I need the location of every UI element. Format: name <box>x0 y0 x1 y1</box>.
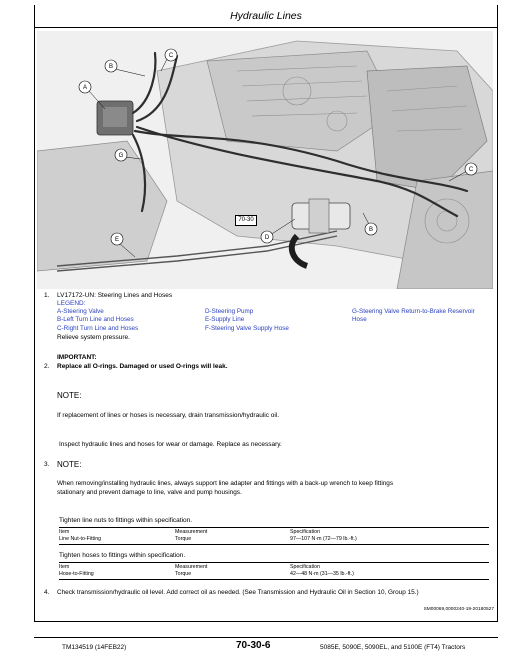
step-2-text: Replace all O-rings. Damaged or used O-rings will leak. <box>57 363 228 370</box>
step-2-number: 2. <box>44 363 50 370</box>
callout-a-label: A <box>82 85 88 91</box>
spec-2-header-specification: Specification <box>290 564 321 570</box>
spec-1-header-item: Item <box>59 529 70 535</box>
callout-c-right-label: C <box>468 167 474 173</box>
spec-2-bottom-rule <box>59 579 489 580</box>
note-1-label: NOTE: <box>57 391 82 400</box>
legend-item-g: G-Steering Valve Return-to-Brake Reservoir <box>352 308 475 315</box>
spec-1-item: Line Nut-to-Fitting <box>59 536 102 542</box>
legend-item-g-continued: Hose <box>352 316 367 324</box>
legend-column-3 <box>352 308 475 325</box>
step-3-line-1: When removing/installing hydraulic lines, always support line adapter and fittings with a back-up wrench to keep fittings <box>57 480 394 487</box>
spec-2-header-measurement: Measurement <box>175 564 208 570</box>
spec-2-intro: Tighten hoses to fittings within specification. <box>59 552 186 559</box>
legend-item-d: D-Steering Pump <box>205 308 254 315</box>
footer-model-list: 5085E, 5090E, 5090EL, and 5100E (FT4) Tractors <box>320 644 466 651</box>
step-3-note-label: NOTE: <box>57 460 82 469</box>
steering-lines-illustration <box>37 31 493 289</box>
inspect-text: Inspect hydraulic lines and hoses for wear or damage. Replace as necessary. <box>59 441 282 448</box>
callout-layer <box>37 31 493 289</box>
legend-item-e: E-Supply Line <box>205 316 245 324</box>
legend-column-1 <box>57 308 138 333</box>
footer-rule <box>34 637 498 638</box>
spec-2-item: Hose-to-Fitting <box>59 571 94 577</box>
spec-2-header-item: Item <box>59 564 70 570</box>
spec-1-intro: Tighten line nuts to fittings within specification. <box>59 517 193 524</box>
figure-ref-label: 70-30 <box>235 215 257 226</box>
important-label: IMPORTANT: <box>57 354 97 361</box>
page-title: Hydraulic Lines <box>230 10 302 22</box>
page-header <box>34 5 498 28</box>
spec-1-header-measurement: Measurement <box>175 529 208 535</box>
step-1-text: Relieve system pressure. <box>57 334 130 341</box>
callout-b-lower-label: B <box>368 227 374 233</box>
callout-b-upper-label: B <box>108 64 114 70</box>
step-4-number: 4. <box>44 589 50 596</box>
legend-item-c: C-Right Turn Line and Hoses <box>57 324 139 332</box>
step-4-text: Check transmission/hydraulic oil level. Add correct oil as needed. (See Transmission and Hydraulic Oil in Section 10, Group 15.) <box>57 589 419 596</box>
legend-item-f: F-Steering Valve Supply Hose <box>205 324 289 332</box>
document-id: SM00069,0000240-19-20180527 <box>423 607 494 612</box>
legend-column-2 <box>205 308 289 333</box>
callout-d-label: D <box>264 235 270 241</box>
spec-2-value: 42—48 N·m (31—35 lb.-ft.) <box>290 571 354 577</box>
step-1-number: 1. <box>44 292 50 299</box>
legend-item-b: B-Left Turn Line and Hoses <box>57 316 134 324</box>
spec-1-measurement: Torque <box>175 536 192 542</box>
spec-1-header-specification: Specification <box>290 529 321 535</box>
legend-item-a: A-Steering Valve <box>57 308 104 315</box>
spec-2-top-rule <box>59 562 489 563</box>
callout-c-upper-label: C <box>168 53 174 59</box>
step-3-number: 3. <box>44 461 50 468</box>
callout-e-label: E <box>114 237 120 243</box>
spec-2-measurement: Torque <box>175 571 192 577</box>
footer-page-number: 70-30-6 <box>236 640 271 651</box>
footer-manual-number: TM134519 (14FEB22) <box>62 644 127 651</box>
step-3-line-2: stationary and prevent damage to line, valve and pump housings. <box>57 489 242 496</box>
note-1-text: If replacement of lines or hoses is necessary, drain transmission/hydraulic oil. <box>57 412 280 419</box>
spec-1-value: 97—107 N·m (72—79 lb.-ft.) <box>290 536 357 542</box>
spec-1-bottom-rule <box>59 544 489 545</box>
spec-1-top-rule <box>59 527 489 528</box>
figure-caption: LV17172-UN: Steering Lines and Hoses <box>57 292 173 299</box>
callout-g-label: G <box>118 153 124 159</box>
legend-label: LEGEND: <box>57 300 86 307</box>
